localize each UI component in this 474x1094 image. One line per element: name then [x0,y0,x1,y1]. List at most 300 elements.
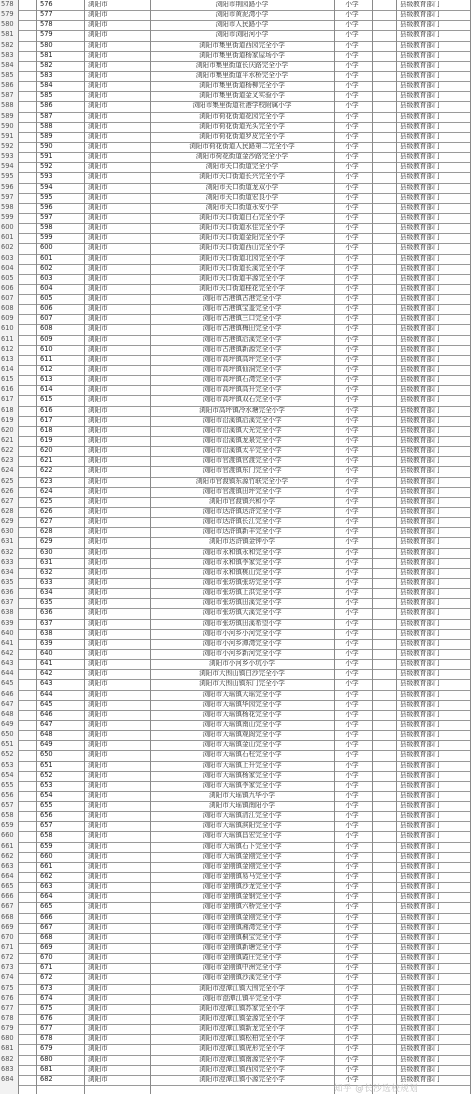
cell-index: 643 [40,680,53,688]
row-number: 617 [0,396,19,404]
cell-school-name: 浏阳市关口街道完全小学 [205,163,279,171]
cell-index: 589 [40,132,53,140]
row-number: 637 [0,599,19,607]
cell-index: 586 [40,102,53,110]
table-row [0,376,474,384]
cell-department: 县级教育部门 [400,203,440,211]
row-number: 581 [0,31,19,39]
row-number: 593 [0,153,19,161]
cell-school-name: 浏阳市大瑶镇李家完全小学 [202,781,282,789]
table-row [0,447,474,455]
table-row [0,883,474,891]
row-number: 625 [0,478,19,486]
cell-department: 县级教育部门 [400,528,440,536]
table-row [0,559,474,567]
cell-school-name: 浏阳市大瑶镇杨花完全小学 [202,710,282,718]
cell-city: 浏阳市 [88,690,108,698]
cell-school-type: 小学 [345,71,359,79]
row-number: 579 [0,11,19,19]
row-number: 684 [0,1076,19,1084]
cell-department: 县级教育部门 [400,832,440,840]
cell-school-name: 浏阳市澄潭江镇西园完全小学 [199,1065,285,1073]
cell-school-type: 小学 [345,1055,359,1063]
cell-department: 县级教育部门 [400,883,440,891]
cell-city: 浏阳市 [88,355,108,363]
cell-index: 679 [40,1045,53,1053]
cell-school-type: 小学 [345,376,359,384]
cell-school-name: 浏阳市关口街道永安小学 [205,203,279,211]
row-number: 595 [0,173,19,181]
cell-school-name: 浏阳市关口街道白石完全小学 [199,213,285,221]
cell-index: 631 [40,558,53,566]
row-number: 580 [0,21,19,29]
cell-department: 县级教育部门 [400,305,440,313]
cell-school-name: 浏阳市关口街道水佳完全小学 [199,224,285,232]
cell-school-name: 浏阳市大瑶镇石下完全小学 [202,842,282,850]
cell-index: 642 [40,670,53,678]
table-row [0,427,474,435]
table-row [0,1,474,9]
cell-city: 浏阳市 [88,284,108,292]
cell-department: 县级教育部门 [400,355,440,363]
cell-school-name: 浏阳市高坪镇双石完全小学 [202,396,282,404]
cell-school-name: 浏阳市荷花街道人民路第二完全小学 [189,142,295,150]
cell-index: 645 [40,700,53,708]
row-number: 583 [0,52,19,60]
cell-department: 县级教育部门 [400,954,440,962]
cell-school-type: 小学 [345,700,359,708]
cell-department: 县级教育部门 [400,903,440,911]
cell-school-type: 小学 [345,305,359,313]
cell-index: 630 [40,548,53,556]
cell-city: 浏阳市 [88,660,108,668]
cell-department: 县级教育部门 [400,1045,440,1053]
cell-school-name: 浏阳市小河乡小河完全小学 [202,629,282,637]
cell-department: 县级教育部门 [400,1075,440,1083]
table-row [0,924,474,932]
table-row [0,224,474,232]
cell-city: 浏阳市 [88,71,108,79]
cell-index: 591 [40,153,53,161]
cell-school-type: 小学 [345,224,359,232]
cell-index: 660 [40,852,53,860]
table-row [0,843,474,851]
cell-school-type: 小学 [345,862,359,870]
cell-school-type: 小学 [345,355,359,363]
cell-school-type: 小学 [345,416,359,424]
cell-school-type: 小学 [345,122,359,130]
cell-school-type: 小学 [345,528,359,536]
cell-school-name: 浏阳市金刚镇霞庄完全小学 [202,954,282,962]
cell-school-type: 小学 [345,1025,359,1033]
cell-department: 县级教育部门 [400,862,440,870]
table-row [0,1045,474,1053]
row-number: 615 [0,376,19,384]
table-row [0,194,474,202]
row-number: 676 [0,995,19,1003]
row-number: 619 [0,417,19,425]
cell-department: 县级教育部门 [400,791,440,799]
cell-index: 639 [40,639,53,647]
cell-department: 县级教育部门 [400,92,440,100]
cell-index: 651 [40,761,53,769]
row-number: 649 [0,721,19,729]
cell-index: 594 [40,183,53,191]
cell-index: 674 [40,994,53,1002]
cell-department: 县级教育部门 [400,852,440,860]
row-number: 613 [0,356,19,364]
table-row [0,265,474,273]
cell-school-type: 小学 [345,1004,359,1012]
cell-school-type: 小学 [345,923,359,931]
table-row [0,336,474,344]
cell-city: 浏阳市 [88,528,108,536]
table-row [0,782,474,790]
cell-school-name: 浏阳市澄潭江镇虎形完全小学 [199,1045,285,1053]
cell-city: 浏阳市 [88,244,108,252]
row-number: 642 [0,650,19,658]
table-row [0,204,474,212]
table-row [0,82,474,90]
cell-school-type: 小学 [345,781,359,789]
cell-department: 县级教育部门 [400,457,440,465]
cell-school-type: 小学 [345,609,359,617]
row-number: 601 [0,234,19,242]
row-number: 655 [0,782,19,790]
table-row [0,42,474,50]
cell-school-name: 浏阳市金刚镇中洲完全小学 [202,964,282,972]
cell-index: 637 [40,619,53,627]
table-row [0,741,474,749]
cell-index: 601 [40,254,53,262]
cell-index: 624 [40,487,53,495]
cell-city: 浏阳市 [88,396,108,404]
cell-school-type: 小学 [345,153,359,161]
cell-index: 677 [40,1025,53,1033]
cell-city: 浏阳市 [88,842,108,850]
cell-school-name: 浏阳市澄潭江镇苏家完全小学 [199,1004,285,1012]
cell-school-type: 小学 [345,437,359,445]
table-row [0,853,474,861]
cell-school-name: 浏阳市官渡镇兴和小学 [209,497,275,505]
cell-index: 618 [40,426,53,434]
cell-city: 浏阳市 [88,61,108,69]
table-row [0,52,474,60]
table-row [0,974,474,982]
cell-index: 609 [40,335,53,343]
cell-school-type: 小学 [345,589,359,597]
cell-city: 浏阳市 [88,11,108,19]
cell-index: 668 [40,933,53,941]
cell-city: 浏阳市 [88,771,108,779]
row-number: 616 [0,386,19,394]
cell-school-name: 浏阳市古港镇新源完全小学 [202,345,282,353]
cell-index: 599 [40,234,53,242]
row-number: 598 [0,204,19,212]
cell-school-name: 浏阳市大瑶镇南阳小学 [209,802,275,810]
cell-index: 647 [40,720,53,728]
cell-index: 578 [40,21,53,29]
cell-index: 598 [40,224,53,232]
cell-index: 593 [40,173,53,181]
cell-index: 603 [40,274,53,282]
table-row [0,1025,474,1033]
row-number: 636 [0,589,19,597]
cell-school-name: 浏阳市大瑶镇华园完全小学 [202,700,282,708]
cell-index: 615 [40,396,53,404]
cell-department: 县级教育部门 [400,213,440,221]
cell-school-type: 小学 [345,487,359,495]
table-row [0,538,474,546]
cell-school-name: 浏阳市官渡镇东源竹联完全小学 [195,477,289,485]
row-number: 609 [0,315,19,323]
cell-school-type: 小学 [345,852,359,860]
row-number: 602 [0,244,19,252]
column-divider [150,0,151,1094]
cell-school-name: 浏阳市关口街道西山完全小学 [199,244,285,252]
cell-school-type: 小学 [345,649,359,657]
row-number: 620 [0,427,19,435]
cell-index: 659 [40,842,53,850]
cell-department: 县级教育部门 [400,609,440,617]
row-number: 666 [0,893,19,901]
cell-school-name: 浏阳市大瑶镇金刚完全小学 [202,852,282,860]
row-number: 607 [0,295,19,303]
cell-school-name: 浏阳市关口街道宏良小学 [205,193,279,201]
cell-school-name: 浏阳市黄泥湾小学 [215,11,269,19]
row-number: 680 [0,1035,19,1043]
cell-index: 580 [40,41,53,49]
cell-department: 县级教育部门 [400,984,440,992]
cell-city: 浏阳市 [88,802,108,810]
cell-school-type: 小学 [345,629,359,637]
table-row [0,609,474,617]
cell-school-type: 小学 [345,984,359,992]
table-row [0,1005,474,1013]
table-row [0,295,474,303]
row-number: 612 [0,346,19,354]
cell-school-name: 浏阳市高坪镇仙洞完全小学 [202,366,282,374]
table-row [0,599,474,607]
cell-department: 县级教育部门 [400,933,440,941]
cell-school-type: 小学 [345,1,359,8]
cell-school-type: 小学 [345,41,359,49]
cell-school-type: 小学 [345,366,359,374]
cell-school-type: 小学 [345,497,359,505]
row-number: 646 [0,691,19,699]
cell-index: 657 [40,822,53,830]
row-number: 654 [0,772,19,780]
row-number: 652 [0,751,19,759]
row-number: 618 [0,407,19,415]
cell-school-name: 浏阳市高坪镇高升完全小学 [202,386,282,394]
cell-city: 浏阳市 [88,274,108,282]
cell-city: 浏阳市 [88,913,108,921]
cell-department: 县级教育部门 [400,153,440,161]
cell-index: 614 [40,386,53,394]
cell-school-name: 浏阳市高坪镇冷水塘完全小学 [199,406,285,414]
table-row [0,893,474,901]
table-row [0,163,474,171]
cell-index: 600 [40,244,53,252]
row-number: 667 [0,903,19,911]
row-number: 630 [0,528,19,536]
cell-department: 县级教育部门 [400,923,440,931]
table-row [0,518,474,526]
cell-school-name: 浏阳市关口街道长兴完全小学 [199,173,285,181]
row-number: 605 [0,275,19,283]
table-row [0,630,474,638]
cell-department: 县级教育部门 [400,437,440,445]
table-row [0,356,474,364]
cell-school-name: 浏阳市官渡镇田坪完全小学 [202,487,282,495]
table-row [0,1035,474,1043]
cell-department: 县级教育部门 [400,487,440,495]
table-row [0,62,474,70]
cell-city: 浏阳市 [88,974,108,982]
cell-school-name: 浏阳市永和镇桃山完全小学 [202,568,282,576]
cell-department: 县级教育部门 [400,599,440,607]
cell-school-name: 浏阳市荷花街道花园完全小学 [199,112,285,120]
table-row [0,346,474,354]
cell-index: 673 [40,984,53,992]
cell-school-name: 浏阳市荷花街道罗皮完全小学 [199,132,285,140]
cell-department: 县级教育部门 [400,893,440,901]
cell-index: 587 [40,112,53,120]
cell-school-type: 小学 [345,295,359,303]
cell-city: 浏阳市 [88,629,108,637]
cell-department: 县级教育部门 [400,122,440,130]
row-number: 590 [0,123,19,131]
table-row [0,812,474,820]
cell-city: 浏阳市 [88,1004,108,1012]
cell-school-type: 小学 [345,538,359,546]
table-row [0,863,474,871]
cell-school-type: 小学 [345,234,359,242]
cell-index: 602 [40,264,53,272]
cell-school-name: 浏阳市澄潭江镇平完全小学 [202,994,282,1002]
row-number: 592 [0,143,19,151]
row-number: 604 [0,265,19,273]
column-divider [84,0,85,1094]
cell-index: 675 [40,1004,53,1012]
table-row [0,802,474,810]
cell-school-type: 小学 [345,791,359,799]
cell-department: 县级教育部门 [400,1015,440,1022]
cell-department: 县级教育部门 [400,21,440,29]
cell-department: 县级教育部门 [400,873,440,881]
cell-city: 浏阳市 [88,538,108,546]
table-row [0,995,474,1003]
row-number: 639 [0,620,19,628]
cell-city: 浏阳市 [88,832,108,840]
cell-school-type: 小学 [345,1045,359,1053]
table-row [0,244,474,252]
row-number: 682 [0,1056,19,1064]
cell-city: 浏阳市 [88,437,108,445]
cell-school-name: 浏阳市古港镇古港完全小学 [202,295,282,303]
cell-department: 县级教育部门 [400,994,440,1002]
row-number: 675 [0,985,19,993]
cell-school-type: 小学 [345,761,359,769]
cell-school-name: 浏阳市官渡镇官渡完全小学 [202,457,282,465]
cell-department: 县级教育部门 [400,132,440,140]
cell-school-type: 小学 [345,578,359,586]
row-number: 624 [0,467,19,475]
cell-city: 浏阳市 [88,31,108,39]
cell-school-type: 小学 [345,812,359,820]
row-number: 600 [0,224,19,232]
table-row [0,721,474,729]
cell-department: 县级教育部门 [400,639,440,647]
cell-department: 县级教育部门 [400,538,440,546]
cell-department: 县级教育部门 [400,386,440,394]
cell-school-type: 小学 [345,11,359,19]
watermark-text: 知乎 @长沙选校规划 [334,1084,419,1094]
cell-school-name: 浏阳市澄潭江镇南源完全小学 [199,1055,285,1063]
row-number: 634 [0,569,19,577]
cell-school-name: 浏阳市金刚镇易马完全小学 [202,873,282,881]
cell-department: 县级教育部门 [400,660,440,668]
row-number: 668 [0,914,19,922]
cell-school-type: 小学 [345,284,359,292]
cell-school-type: 小学 [345,82,359,90]
table-row [0,528,474,536]
row-number: 663 [0,863,19,871]
cell-school-name: 浏阳市古港镇宝盖完全小学 [202,305,282,313]
cell-index: 616 [40,406,53,414]
cell-school-name: 浏阳市古港镇梅田完全小学 [202,325,282,333]
cell-city: 浏阳市 [88,710,108,718]
cell-school-type: 小学 [345,974,359,982]
cell-index: 619 [40,437,53,445]
cell-index: 646 [40,710,53,718]
cell-city: 浏阳市 [88,923,108,931]
cell-department: 县级教育部门 [400,558,440,566]
cell-city: 浏阳市 [88,791,108,799]
table-row [0,772,474,780]
cell-city: 浏阳市 [88,112,108,120]
cell-department: 县级教育部门 [400,690,440,698]
cell-school-type: 小学 [345,832,359,840]
table-row [0,660,474,668]
cell-school-name: 浏阳市荷花街道光头完全小学 [199,122,285,130]
table-row [0,964,474,972]
cell-city: 浏阳市 [88,1065,108,1073]
cell-city: 浏阳市 [88,1075,108,1083]
cell-department: 县级教育部门 [400,183,440,191]
cell-city: 浏阳市 [88,254,108,262]
cell-school-type: 小学 [345,264,359,272]
cell-department: 县级教育部门 [400,700,440,708]
cell-school-name: 浏阳市金刚镇六桥完全小学 [202,903,282,911]
cell-school-type: 小学 [345,913,359,921]
cell-department: 县级教育部门 [400,1,440,8]
cell-department: 县级教育部门 [400,802,440,810]
table-row [0,731,474,739]
cell-city: 浏阳市 [88,508,108,515]
table-row [0,407,474,415]
table-row [0,822,474,830]
table-row [0,72,474,80]
table-row [0,113,474,121]
cell-school-type: 小学 [345,183,359,191]
cell-index: 596 [40,203,53,211]
cell-department: 县级教育部门 [400,173,440,181]
cell-department: 县级教育部门 [400,741,440,749]
row-number: 610 [0,325,19,333]
column-divider [470,0,471,1094]
